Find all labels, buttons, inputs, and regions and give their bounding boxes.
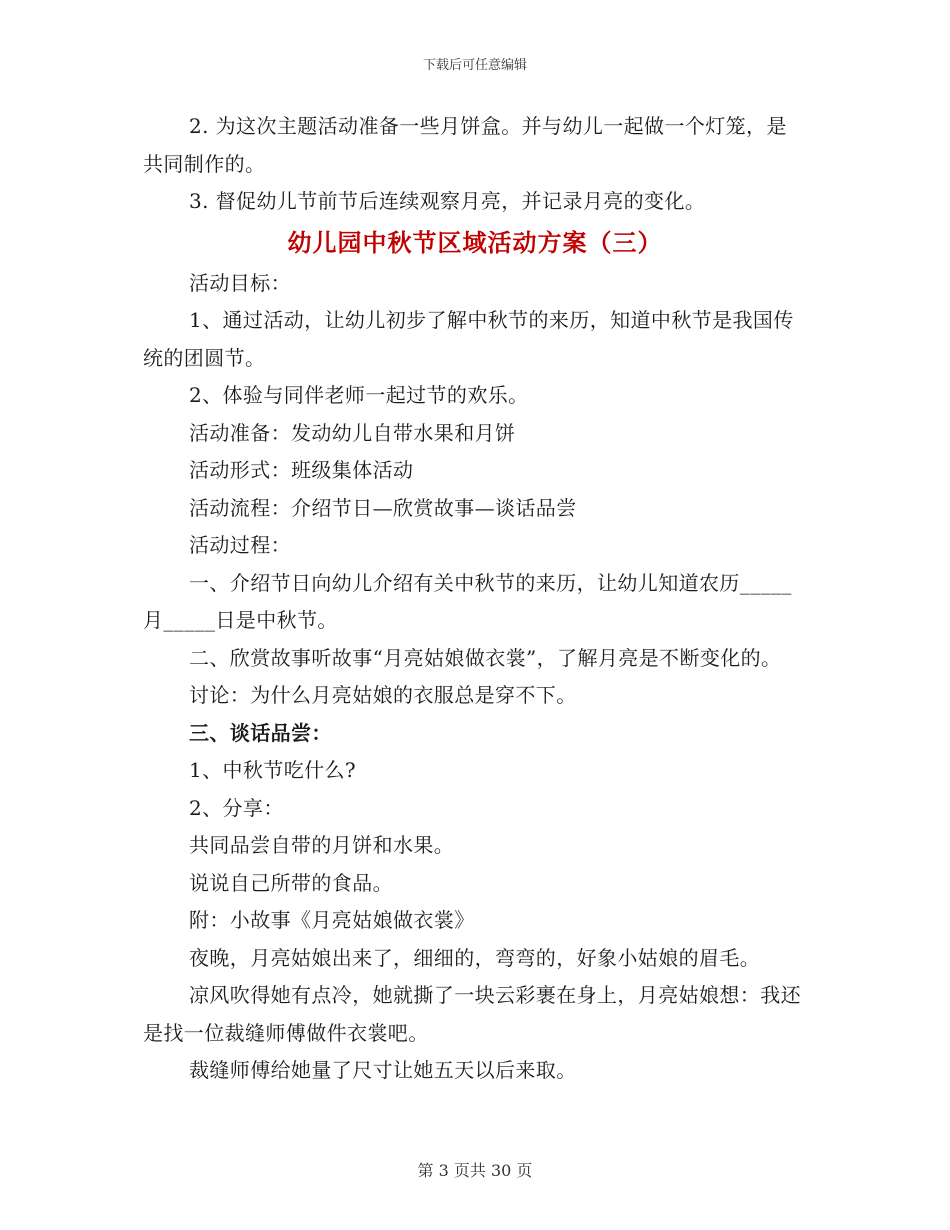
paragraph-step-3: 三、谈话品尝： (189, 720, 332, 745)
document-body (143, 108, 807, 1090)
paragraph-prep-item-2: 2. 为这次主题活动准备一些月饼盒。并与幼儿一起做一个灯笼，是共同制作的。 (143, 114, 787, 176)
paragraph-process-heading: 活动过程： (189, 533, 291, 557)
paragraph-story-3: 裁缝师傅给她量了尺寸让她五天以后来取。 (189, 1058, 577, 1082)
paragraph-step-3-item-1: 1、中秋节吃什么? (189, 758, 357, 782)
page-header: 下载后可任意编辑 (422, 58, 527, 73)
paragraph-discussion: 讨论：为什么月亮姑娘的衣服总是穿不下。 (189, 683, 577, 707)
paragraph-share-1: 共同品尝自带的月饼和水果。 (189, 833, 455, 857)
paragraph-goal-1: 1、通过活动，让幼儿初步了解中秋节的来历，知道中秋节是我国传统的团圆节。 (143, 308, 794, 370)
paragraph-flow: 活动流程：介绍节日—欣赏故事—谈话品尝 (189, 495, 577, 520)
page-footer: 第 3 页共 30 页 (417, 1161, 533, 1180)
paragraph-step-3-item-2: 2、分享： (189, 795, 284, 820)
paragraph-appendix: 附：小故事《月亮姑娘做衣裳》 (189, 908, 475, 932)
section-title: 幼儿园中秋节区域活动方案（三） (287, 227, 663, 257)
paragraph-prep-item-3: 3. 督促幼儿节前节后连续观察月亮，并记录月亮的变化。 (189, 189, 706, 213)
paragraph-share-2: 说说自己所带的食品。 (189, 870, 393, 895)
paragraph-format: 活动形式：班级集体活动 (189, 458, 414, 482)
paragraph-story-2: 凉风吹得她有点冷，她就撕了一块云彩裹在身上，月亮姑娘想：我还是找一位裁缝师傅做件衣裳吧。 (143, 983, 801, 1045)
paragraph-goal-2: 2、体验与同伴老师一起过节的欢乐。 (189, 383, 529, 407)
paragraph-step-2: 二、欣赏故事听故事“月亮姑娘做衣裳”，了解月亮是不断变化的。 (189, 645, 782, 670)
paragraph-step-1: 一、介绍节日向幼儿介绍有关中秋节的来历，让幼儿知道农历_____月_____日是中秋节。 (143, 570, 792, 632)
paragraph-story-1: 夜晚，月亮姑娘出来了，细细的，弯弯的，好象小姑娘的眉毛。 (189, 945, 761, 970)
paragraph-preparation: 活动准备：发动幼儿自带水果和月饼 (189, 420, 516, 445)
paragraph-goal-heading: 活动目标： (189, 270, 291, 295)
